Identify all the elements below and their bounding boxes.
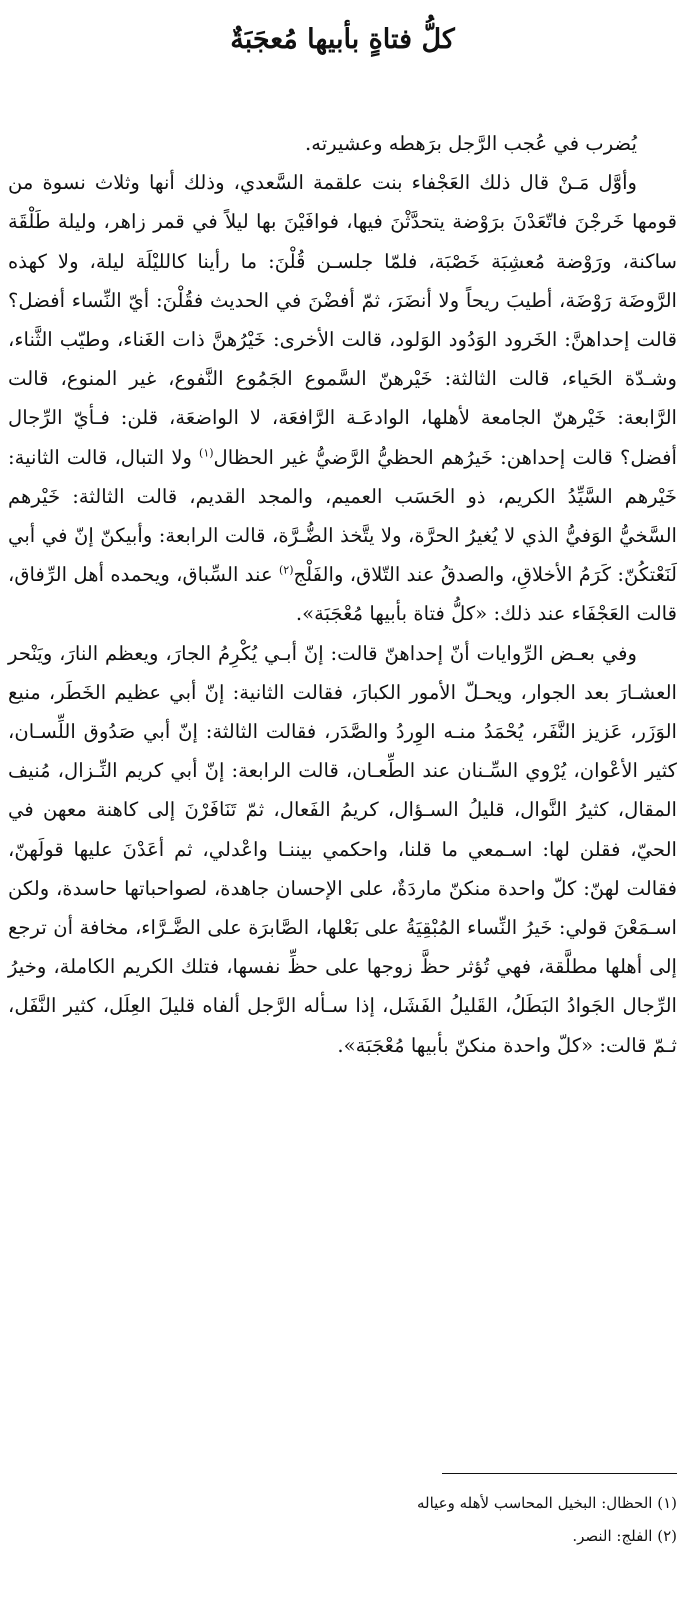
paragraph-text: وأوَّل مَـنْ قال ذلك العَجْفاء بنت علقمة السَّعدي، وذلك أنها وثلاث نسوة من قومها خَرجْنَ فاتّعَدْنَ برَوْضة يتحدَّثْنَ فيها، فوافَيْنَ بها ليلاً في قمر زاهر، وليلة طَلْقَة ساكنة، ورَوْضة مُعشِبَة خَصْبَة، فلمّا جلسـن قُلْنَ: ما رأينا كالليْلَة ليلة، ولا كهذه الرَّوضَة رَوْضَة، أطيبَ ريحاً ولا أنضَرَ، ثمّ أفضْنَ في الحديث فقُلْنَ: أيّ النِّساء أفضل؟ قالت إحداهنَّ: الخَرود الوَدُود الوَلود، قالت الأخرى: خَيْرُهنَّ ذات الغَناء، وطيّب الثَّناء، وشـدّة الحَياء، قالت الثالثة: خَيْرهنّ السَّموع الجَمُوع النَّفوع، غير المنوع، قالت الرَّابعة: خَيْرهنّ الجامعة لأهلها، الوادعَـة الرَّافعَة، لا الواضعَة، قلن: فـأيّ الرِّجال أفضل؟ قالت إحداهن: خَيرُهم الحظيُّ الرَّضيُّ غير الحظال <box>8 171 677 469</box>
footnote-divider <box>442 1473 677 1474</box>
page-title: كلُّ فتاةٍ بأبيها مُعجَبَةٌ <box>230 24 455 55</box>
paragraph: يُضرب في عُجب الرَّجل برَهطه وعشيرته. <box>304 132 637 155</box>
page <box>8 0 677 1600</box>
footnote-ref-2[interactable]: (٢) <box>278 563 294 577</box>
paragraph <box>8 163 677 633</box>
footnote-1: (١) الحظال: البخيل المحاسب لأهله وعياله <box>416 1494 677 1512</box>
paragraph-text: عند السِّباق، ويحمده أهل الرِّفاق، قالت العَجْفَاء عند ذلك: «كلُّ فتاة بأبيها مُعْجَبَة». <box>8 563 677 626</box>
footnote-2: (٢) الفلج: النصر. <box>572 1527 677 1545</box>
footnotes <box>8 1487 677 1553</box>
paragraph-text: ولا التبال، قالت الثانية: خَيْرهم السَّيِّدُ الكريم، ذو الحَسَب العميم، والمجد القديم، قالت الثالثة: خَيْرهم السَّخيُّ الوَفيُّ الذي لا يُغيرُ الحرَّة، ولا يتَّخذ الضُّـرَّة، قالت الرابعة: وأبيكنّ إنّ في أبي لَنَعْتكُنّ: كَرَمُ الأخلاقِ، والصدقُ عند التّلاق، والفَلْج <box>8 445 677 587</box>
footnote-ref-1[interactable]: (١) <box>199 446 214 460</box>
main-text <box>8 124 677 1065</box>
paragraph: وفي بعـض الرِّوايات أنّ إحداهنّ قالت: إنّ أبـي يُكْرِمُ الجارَ، ويعظم النارَ، ويَنْحر العشـارَ بعد الجوار، ويحـلّ الأمور الكبارَ، فقالت الثانية: إنّ أبي عظيم الخَطَر، منيع الوَزَر، عَزيز النَّفَر، يُحْمَدُ منـه الوِردُ والصَّدَر، فقالت الثالثة: إنّ أبي صَدُوق اللِّسـان، كثير الأعْوان، يُرْوي السِّـنان عند الطِّعـان، قالت الرابعة: إنّ أبي كريم النِّـزال، مُنيف المقال، كثيرُ النَّوال، قليلُ السـؤال، كريمُ الفَعال، ثمّ تَنَافَرْنَ إلى كاهنة معهن في الحيّ، فقلن لها: اسـمعي ما قلنا، واحكمي بيننـا واعْدلي، ثم أعَدْنَ عليها قولَهنّ، فقالت لهنّ: كلّ واحدة منكنّ ماردَةٌ، على الإحسان جاهدة، لصواحباتها حاسدة، ولكن اسـمَعْنَ قولي: خَيرُ النِّساء المُبْقِيَةُ على بَعْلها، الصَّابرَة على الضَّـرَّاء، مخافة أن ترجع إلى أهلها مطلَّقة، فهي تُؤثر حظَّ زوجها على حظِّ نفسها، فتلك الكريم الكاملة، وخيرُ الرِّجال الجَوادُ البَطَلُ، القَليلُ الفَشَل، إذا سـأله الرَّجل ألفاه قليلَ العِلَل، كثير النَّفَل، ثـمّ قالت: «كلّ واحدة منكنّ بأبيها مُعْجَبَة». <box>8 641 677 1057</box>
